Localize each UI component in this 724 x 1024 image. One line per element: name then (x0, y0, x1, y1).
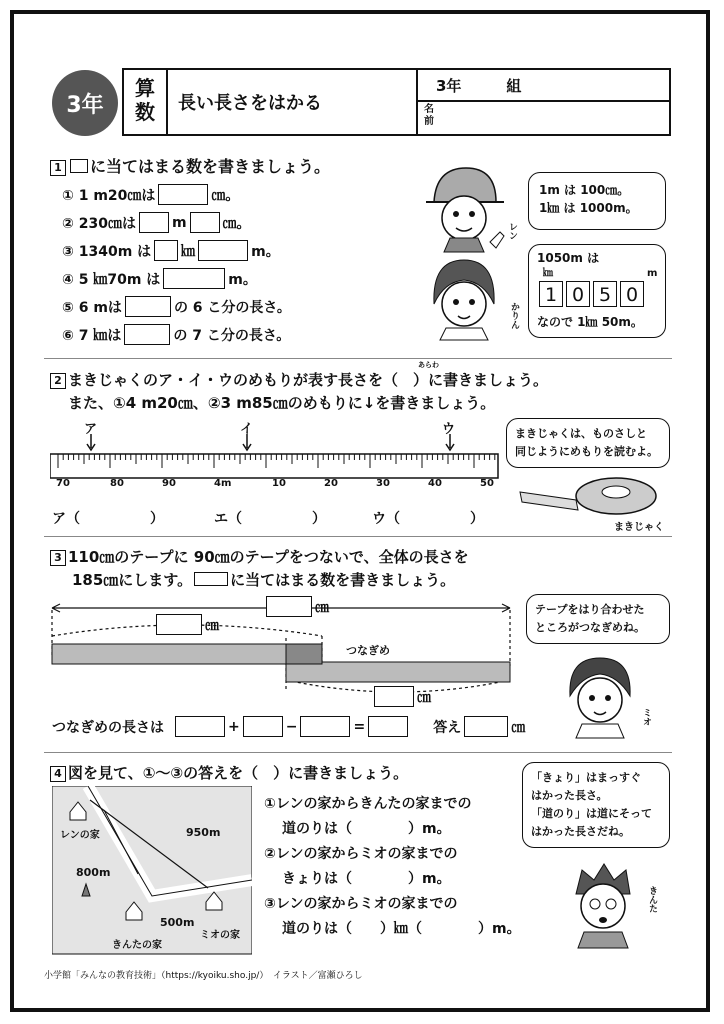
speech-bubble-units: 1m は 100㎝。 1㎞ は 1000m。 (528, 172, 666, 230)
q4-heading: 4 図を見て、①〜③の答えを（ ）に書きましょう。 (50, 762, 408, 783)
formula-box[interactable] (368, 716, 408, 737)
answer-box[interactable] (125, 296, 171, 317)
page-title: 長い長さをはかる (178, 93, 322, 114)
q1-item-3: ③ 1340m は ㎞ m。 (62, 240, 280, 261)
tape-label: 30 (376, 478, 390, 489)
q1-item-5: ⑤ 6 mは の 6 こ分の長さ。 (62, 296, 291, 317)
joint-formula: つなぎめの長さは + − = 答え ㎝ (52, 716, 525, 737)
speech-bubble-joint: テープをはり合わせた ところがつなぎめね。 (526, 594, 670, 644)
map-label-kinta: きんたの家 (112, 940, 162, 951)
kinta-illustration (566, 858, 640, 950)
tape-caption: まきじゃく (614, 522, 664, 533)
q1-item-4: ④ 5 ㎞70m は m。 (62, 268, 257, 289)
formula-box[interactable] (175, 716, 225, 737)
formula-box[interactable] (300, 716, 350, 737)
answer-box[interactable] (464, 716, 508, 737)
divider (44, 536, 672, 537)
speech-bubble-tape: まきじゃくは、ものさしと 同じようにめもりを読むよ。 (506, 418, 670, 468)
tape-label: 4m (214, 478, 232, 489)
digit-box: 1 (539, 281, 563, 307)
divider (44, 358, 672, 359)
grade-badge: 3年 (52, 70, 118, 136)
map-label-ren: レンの家 (60, 830, 100, 841)
map-label-500: 500m (160, 916, 195, 929)
answer-box[interactable] (139, 212, 169, 233)
char-name-mio: ミオ (641, 708, 651, 726)
total-length-field: ㎝ (266, 596, 329, 617)
answer-box[interactable] (374, 686, 414, 707)
digit-box: 5 (593, 281, 617, 307)
answer-box[interactable] (156, 614, 202, 635)
divider (44, 752, 672, 753)
tape-label: 50 (480, 478, 494, 489)
q1-item-6: ⑥ 7 ㎞は の 7 こ分の長さ。 (62, 324, 290, 345)
answer-box[interactable] (266, 596, 312, 617)
karin-illustration (424, 254, 504, 342)
answer-box[interactable] (124, 324, 170, 345)
char-name-ren: レン (507, 222, 517, 240)
answer-box[interactable] (158, 184, 208, 205)
char-name-kinta: きんた (647, 886, 657, 913)
tape-label: 40 (428, 478, 442, 489)
joint-label: つなぎめ (346, 644, 390, 657)
footer-credit: 小学館「みんなの教育技術」（https://kyoiku.sho.jp/） イラスト／富瀬ひろし (44, 971, 363, 981)
answer-box[interactable] (154, 240, 178, 261)
answer-a[interactable]: ア（ ） (52, 511, 164, 527)
speech-bubble-distance: 「きょり」はまっすぐ はかった長さ。 「道のり」は道にそって はかった長さだね。 (522, 762, 670, 848)
answer-e[interactable]: エ（ ） (214, 511, 326, 527)
q3-line2: 185㎝にします。 に当てはまる数を書きましょう。 (72, 571, 456, 589)
mio-illustration (560, 652, 640, 740)
speech-bubble-1050: 1050m は ㎞ m 1 0 5 0 なので 1㎞ 50m。 (528, 244, 666, 338)
class-field[interactable]: 3年 組 (418, 70, 669, 102)
q1-item-2: ② 230㎝は m ㎝。 (62, 212, 251, 233)
tape-label: 90 (162, 478, 176, 489)
tape-label: 70 (56, 478, 70, 489)
map-label-950: 950m (186, 826, 221, 839)
measuring-tape (50, 434, 500, 480)
answer-box[interactable] (190, 212, 220, 233)
name-field[interactable] (440, 102, 669, 134)
tape-label: 80 (110, 478, 124, 489)
q4-questions: ①レンの家からきんたの家までの 道のりは（ ）m。 ②レンの家からミオの家までの きょりは（ ）m。 ③レンの家からミオの家までの 道のりは（ ）㎞（ ）m。 (264, 796, 521, 937)
answer-u[interactable]: ウ（ ） (372, 511, 484, 527)
tape-label: 20 (324, 478, 338, 489)
marker-u: ウ (442, 422, 456, 437)
ren-illustration (416, 162, 510, 254)
marker-i: イ (240, 422, 254, 437)
q1-item-1: ① 1 m20㎝は ㎝。 (62, 184, 239, 205)
tape-label: 10 (272, 478, 286, 489)
q2-line2: また、①4 m20㎝、②3 m85㎝のめもりに↓を書きましょう。 (68, 394, 496, 412)
digit-box: 0 (566, 281, 590, 307)
tape1-length-field: ㎝ (156, 614, 219, 635)
answer-box[interactable] (163, 268, 225, 289)
char-name-karin: かりん (509, 302, 519, 329)
q1-heading: 1 に当てはまる数を書きましょう。 (50, 154, 330, 177)
formula-box[interactable] (243, 716, 283, 737)
furigana: あらわ (418, 361, 439, 369)
tape2-length-field: ㎝ (374, 686, 431, 707)
q2-line1: 2 まきじゃくのア・イ・ウのめもりが表す長さを（ ）に書きましょう。 (50, 369, 548, 390)
digit-box: 0 (620, 281, 644, 307)
q3-line1: 3 110㎝のテープに 90㎝のテープをつないで、全体の長さを (50, 546, 469, 567)
map-label-800: 800m (76, 866, 111, 879)
subject-label: 算 数 (124, 70, 168, 134)
name-field-label: 名前 (424, 104, 434, 127)
answer-box[interactable] (198, 240, 248, 261)
marker-a: ア (84, 422, 98, 437)
worksheet-header (122, 68, 671, 136)
tape-labels (54, 478, 504, 492)
map-label-mio: ミオの家 (200, 930, 240, 941)
